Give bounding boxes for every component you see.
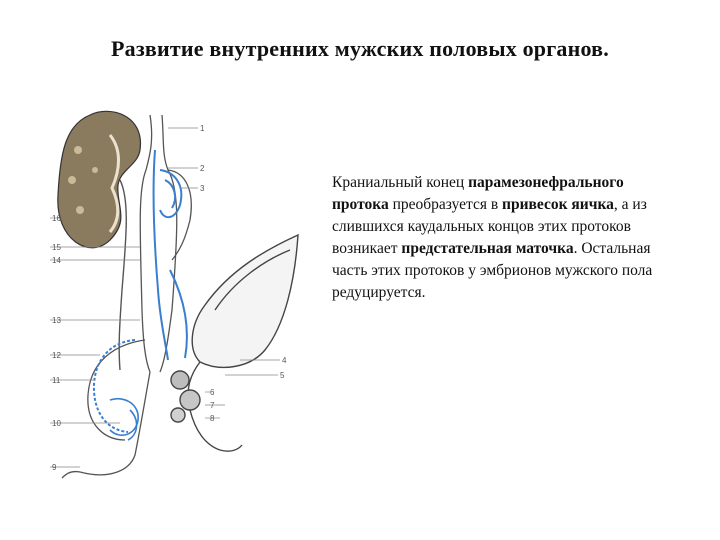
- fig-label-4: 4: [282, 356, 287, 365]
- embryology-illustration: [50, 110, 310, 480]
- fig-label-15: 15: [52, 243, 61, 252]
- term-appendix-testis: привесок яичка: [502, 196, 614, 213]
- fig-label-6: 6: [210, 388, 215, 397]
- fig-label-11: 11: [52, 376, 61, 385]
- fig-label-13: 13: [52, 316, 61, 325]
- text-part-3: , а из слившихся каудальных концов этих протоков возникает: [332, 196, 647, 257]
- fig-label-8: 8: [210, 414, 215, 423]
- description-text: [332, 172, 662, 304]
- fig-label-14: 14: [52, 256, 61, 265]
- fig-label-7: 7: [210, 401, 215, 410]
- fig-label-16: 16: [52, 214, 61, 223]
- illustration-svg: [50, 110, 310, 480]
- bladder-drawing: [171, 235, 298, 451]
- fig-label-1: 1: [200, 124, 205, 133]
- fig-label-5: 5: [280, 371, 285, 380]
- fig-label-3: 3: [200, 184, 205, 193]
- fig-label-2: 2: [200, 164, 205, 173]
- text-part-2: преобразуется в: [392, 196, 499, 213]
- kidney-drawing: [58, 111, 141, 370]
- text-part-4: . Остальная часть этих протоков у эмбрионов мужского пола редуцируется.: [332, 240, 653, 301]
- fig-label-9: 9: [52, 463, 57, 472]
- slide-title: Развитие внутренних мужских половых органов.: [111, 36, 609, 61]
- term-prostatic-utricle: предстательная маточка: [401, 240, 574, 257]
- fig-label-12: 12: [52, 351, 61, 360]
- text-part-1: Краниальный конец: [332, 174, 465, 191]
- term-paramesonephric-duct: парамезонефрального протока: [332, 174, 624, 213]
- fig-label-10: 10: [52, 419, 61, 428]
